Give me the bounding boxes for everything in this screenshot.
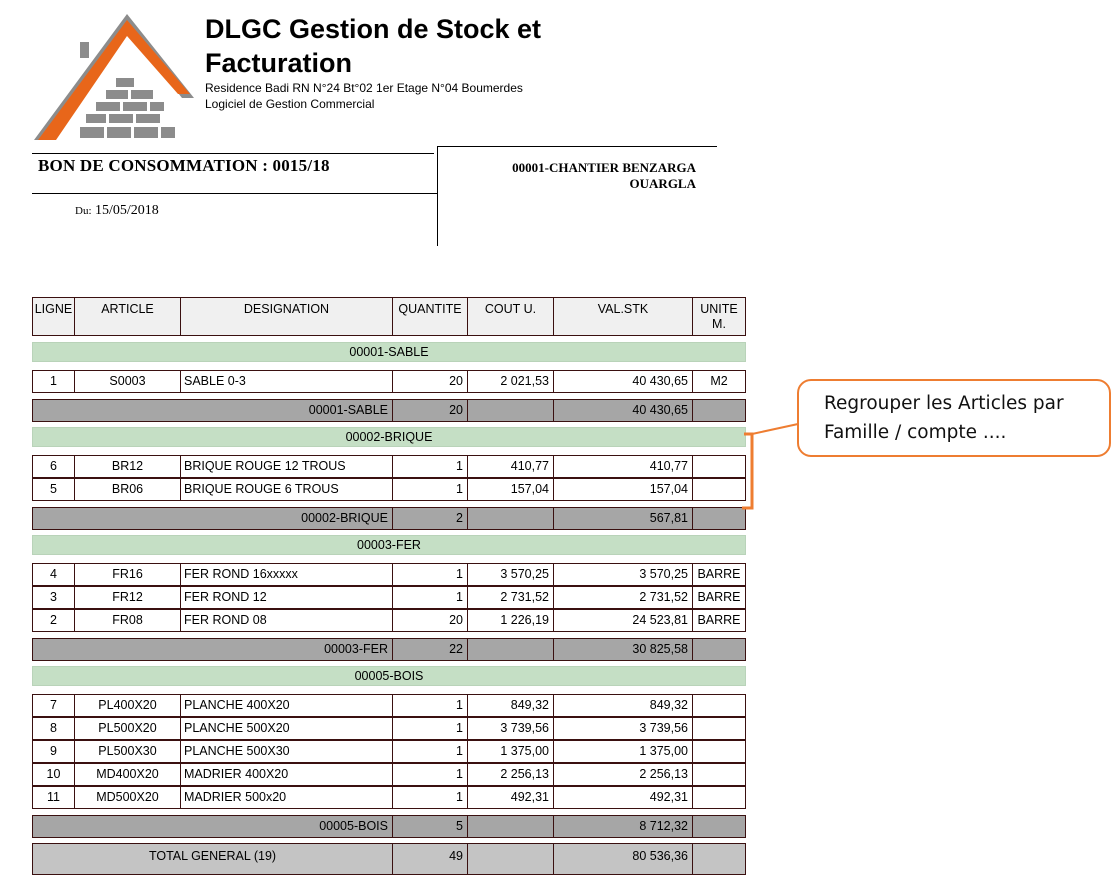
cell-unite: [692, 740, 746, 763]
table-row: [32, 694, 746, 717]
subtotal-quantite: 22: [392, 638, 468, 661]
column-header-valstk: VAL.STK: [553, 297, 693, 336]
cell-cout: 3 570,25: [467, 563, 554, 586]
cell-designation: FER ROND 12: [180, 586, 393, 609]
column-header-designation: DESIGNATION: [180, 297, 393, 336]
cell-article: BR12: [74, 455, 181, 478]
cell-ligne: 4: [32, 563, 75, 586]
cell-designation: PLANCHE 500X30: [180, 740, 393, 763]
callout-bracket: [740, 420, 800, 512]
cell-ligne: 2: [32, 609, 75, 632]
cell-designation: BRIQUE ROUGE 12 TROUS: [180, 455, 393, 478]
subtotal-cout-empty: [467, 638, 554, 661]
group-header-row: 00003-FER: [32, 535, 746, 555]
cell-article: BR06: [74, 478, 181, 501]
cell-valstk: 410,77: [553, 455, 693, 478]
cell-unite: [692, 694, 746, 717]
cell-designation: BRIQUE ROUGE 6 TROUS: [180, 478, 393, 501]
cell-designation: MADRIER 500x20: [180, 786, 393, 809]
group-header-row: 00005-BOIS: [32, 666, 746, 686]
cell-quantite: 20: [392, 609, 468, 632]
grand-total-valstk: 80 536,36: [553, 843, 693, 875]
cell-ligne: 6: [32, 455, 75, 478]
cell-article: FR12: [74, 586, 181, 609]
table-row: [32, 563, 746, 586]
cell-ligne: 5: [32, 478, 75, 501]
cell-ligne: 11: [32, 786, 75, 809]
cell-quantite: 1: [392, 478, 468, 501]
company-logo: [32, 8, 197, 146]
cell-unite: [692, 455, 746, 478]
cell-quantite: 1: [392, 740, 468, 763]
title-top-rule: [32, 153, 434, 154]
column-header-ligne: LIGNE: [32, 297, 75, 336]
cell-ligne: 9: [32, 740, 75, 763]
grand-total-label: TOTAL GENERAL (19): [32, 843, 393, 875]
cell-ligne: 8: [32, 717, 75, 740]
company-tagline: Logiciel de Gestion Commercial: [205, 97, 375, 111]
cell-unite: [692, 717, 746, 740]
cell-unite: BARRE: [692, 609, 746, 632]
cell-cout: 157,04: [467, 478, 554, 501]
cell-article: MD400X20: [74, 763, 181, 786]
cell-cout: 2 021,53: [467, 370, 554, 393]
cell-valstk: 2 256,13: [553, 763, 693, 786]
cell-designation: PLANCHE 400X20: [180, 694, 393, 717]
cell-cout: 410,77: [467, 455, 554, 478]
cell-cout: 1 226,19: [467, 609, 554, 632]
subtotal-label: 00003-FER: [32, 638, 393, 661]
subtotal-row: [32, 638, 746, 661]
annotation-callout: Regrouper les Articles par Famille / compte ....: [797, 379, 1111, 457]
table-body: [32, 336, 746, 875]
company-name: DLGC Gestion de Stock et Facturation: [205, 14, 542, 78]
cell-ligne: 7: [32, 694, 75, 717]
date-label: Du:: [75, 205, 92, 217]
cell-designation: PLANCHE 500X20: [180, 717, 393, 740]
cell-unite: BARRE: [692, 586, 746, 609]
document-date: [75, 203, 159, 219]
cell-unite: M2: [692, 370, 746, 393]
column-header-quantite: QUANTITE: [392, 297, 468, 336]
site-name: 00001-CHANTIER BENZARGA: [512, 160, 696, 175]
subtotal-row: [32, 507, 746, 530]
grand-total-unite-empty: [692, 843, 746, 875]
title-bottom-rule: [32, 193, 437, 194]
cell-unite: BARRE: [692, 563, 746, 586]
cell-unite: [692, 763, 746, 786]
cell-article: FR16: [74, 563, 181, 586]
cell-designation: SABLE 0-3: [180, 370, 393, 393]
cell-designation: FER ROND 08: [180, 609, 393, 632]
table-row: [32, 717, 746, 740]
cell-valstk: 24 523,81: [553, 609, 693, 632]
cell-ligne: 1: [32, 370, 75, 393]
cell-valstk: 492,31: [553, 786, 693, 809]
table-row: [32, 370, 746, 393]
group-header-row: 00001-SABLE: [32, 342, 746, 362]
row-spacer: [32, 686, 746, 694]
site-city: OUARGLA: [629, 176, 696, 191]
cell-designation: FER ROND 16xxxxx: [180, 563, 393, 586]
cell-quantite: 20: [392, 370, 468, 393]
subtotal-label: 00001-SABLE: [32, 399, 393, 422]
table-row: [32, 786, 746, 809]
subtotal-cout-empty: [467, 815, 554, 838]
subtotal-valstk: 8 712,32: [553, 815, 693, 838]
table-row: [32, 455, 746, 478]
cell-valstk: 1 375,00: [553, 740, 693, 763]
cell-valstk: 3 739,56: [553, 717, 693, 740]
subtotal-cout-empty: [467, 399, 554, 422]
cell-quantite: 1: [392, 763, 468, 786]
cell-cout: 1 375,00: [467, 740, 554, 763]
subtotal-quantite: 20: [392, 399, 468, 422]
cell-unite: [692, 478, 746, 501]
cell-quantite: 1: [392, 694, 468, 717]
header-divider: [437, 146, 438, 246]
site-top-rule: [437, 146, 717, 147]
subtotal-valstk: 40 430,65: [553, 399, 693, 422]
cell-valstk: 2 731,52: [553, 586, 693, 609]
subtotal-label: 00005-BOIS: [32, 815, 393, 838]
cell-cout: 2 731,52: [467, 586, 554, 609]
cell-valstk: 3 570,25: [553, 563, 693, 586]
table-row: [32, 740, 746, 763]
cell-quantite: 1: [392, 786, 468, 809]
cell-valstk: 849,32: [553, 694, 693, 717]
cell-cout: 3 739,56: [467, 717, 554, 740]
cell-unite: [692, 786, 746, 809]
consumption-table: [32, 297, 746, 875]
cell-quantite: 1: [392, 455, 468, 478]
cell-valstk: 157,04: [553, 478, 693, 501]
cell-article: PL500X20: [74, 717, 181, 740]
table-row: [32, 763, 746, 786]
subtotal-cout-empty: [467, 507, 554, 530]
cell-article: S0003: [74, 370, 181, 393]
subtotal-label: 00002-BRIQUE: [32, 507, 393, 530]
house-roof-bricks-logo-icon: [32, 8, 197, 146]
date-value: 15/05/2018: [95, 203, 159, 218]
grand-total-cout-empty: [467, 843, 554, 875]
table-header-row: [32, 297, 746, 336]
cell-article: PL400X20: [74, 694, 181, 717]
cell-ligne: 3: [32, 586, 75, 609]
cell-cout: 492,31: [467, 786, 554, 809]
subtotal-quantite: 5: [392, 815, 468, 838]
subtotal-unite-empty: [692, 638, 746, 661]
table-row: [32, 586, 746, 609]
group-header-row: 00002-BRIQUE: [32, 427, 746, 447]
subtotal-unite-empty: [692, 507, 746, 530]
cell-valstk: 40 430,65: [553, 370, 693, 393]
cell-cout: 849,32: [467, 694, 554, 717]
subtotal-row: [32, 399, 746, 422]
company-address: Residence Badi RN N°24 Bt°02 1er Etage N°04 Boumerdes: [205, 81, 523, 95]
table-row: [32, 609, 746, 632]
cell-quantite: 1: [392, 563, 468, 586]
subtotal-unite-empty: [692, 815, 746, 838]
subtotal-unite-empty: [692, 399, 746, 422]
subtotal-valstk: 567,81: [553, 507, 693, 530]
cell-ligne: 10: [32, 763, 75, 786]
row-spacer: [32, 362, 746, 370]
subtotal-quantite: 2: [392, 507, 468, 530]
cell-cout: 2 256,13: [467, 763, 554, 786]
cell-article: PL500X30: [74, 740, 181, 763]
grand-total-quantite: 49: [392, 843, 468, 875]
cell-quantite: 1: [392, 586, 468, 609]
cell-quantite: 1: [392, 717, 468, 740]
column-header-unite: UNITE M.: [692, 297, 746, 336]
subtotal-valstk: 30 825,58: [553, 638, 693, 661]
document-title: BON DE CONSOMMATION : 0015/18: [38, 156, 330, 175]
subtotal-row: [32, 815, 746, 838]
site-block: [512, 160, 696, 192]
row-spacer: [32, 555, 746, 563]
cell-designation: MADRIER 400X20: [180, 763, 393, 786]
cell-article: MD500X20: [74, 786, 181, 809]
grand-total-row: [32, 843, 746, 875]
row-spacer: [32, 447, 746, 455]
column-header-article: ARTICLE: [74, 297, 181, 336]
table-row: [32, 478, 746, 501]
cell-article: FR08: [74, 609, 181, 632]
column-header-cout: COUT U.: [467, 297, 554, 336]
